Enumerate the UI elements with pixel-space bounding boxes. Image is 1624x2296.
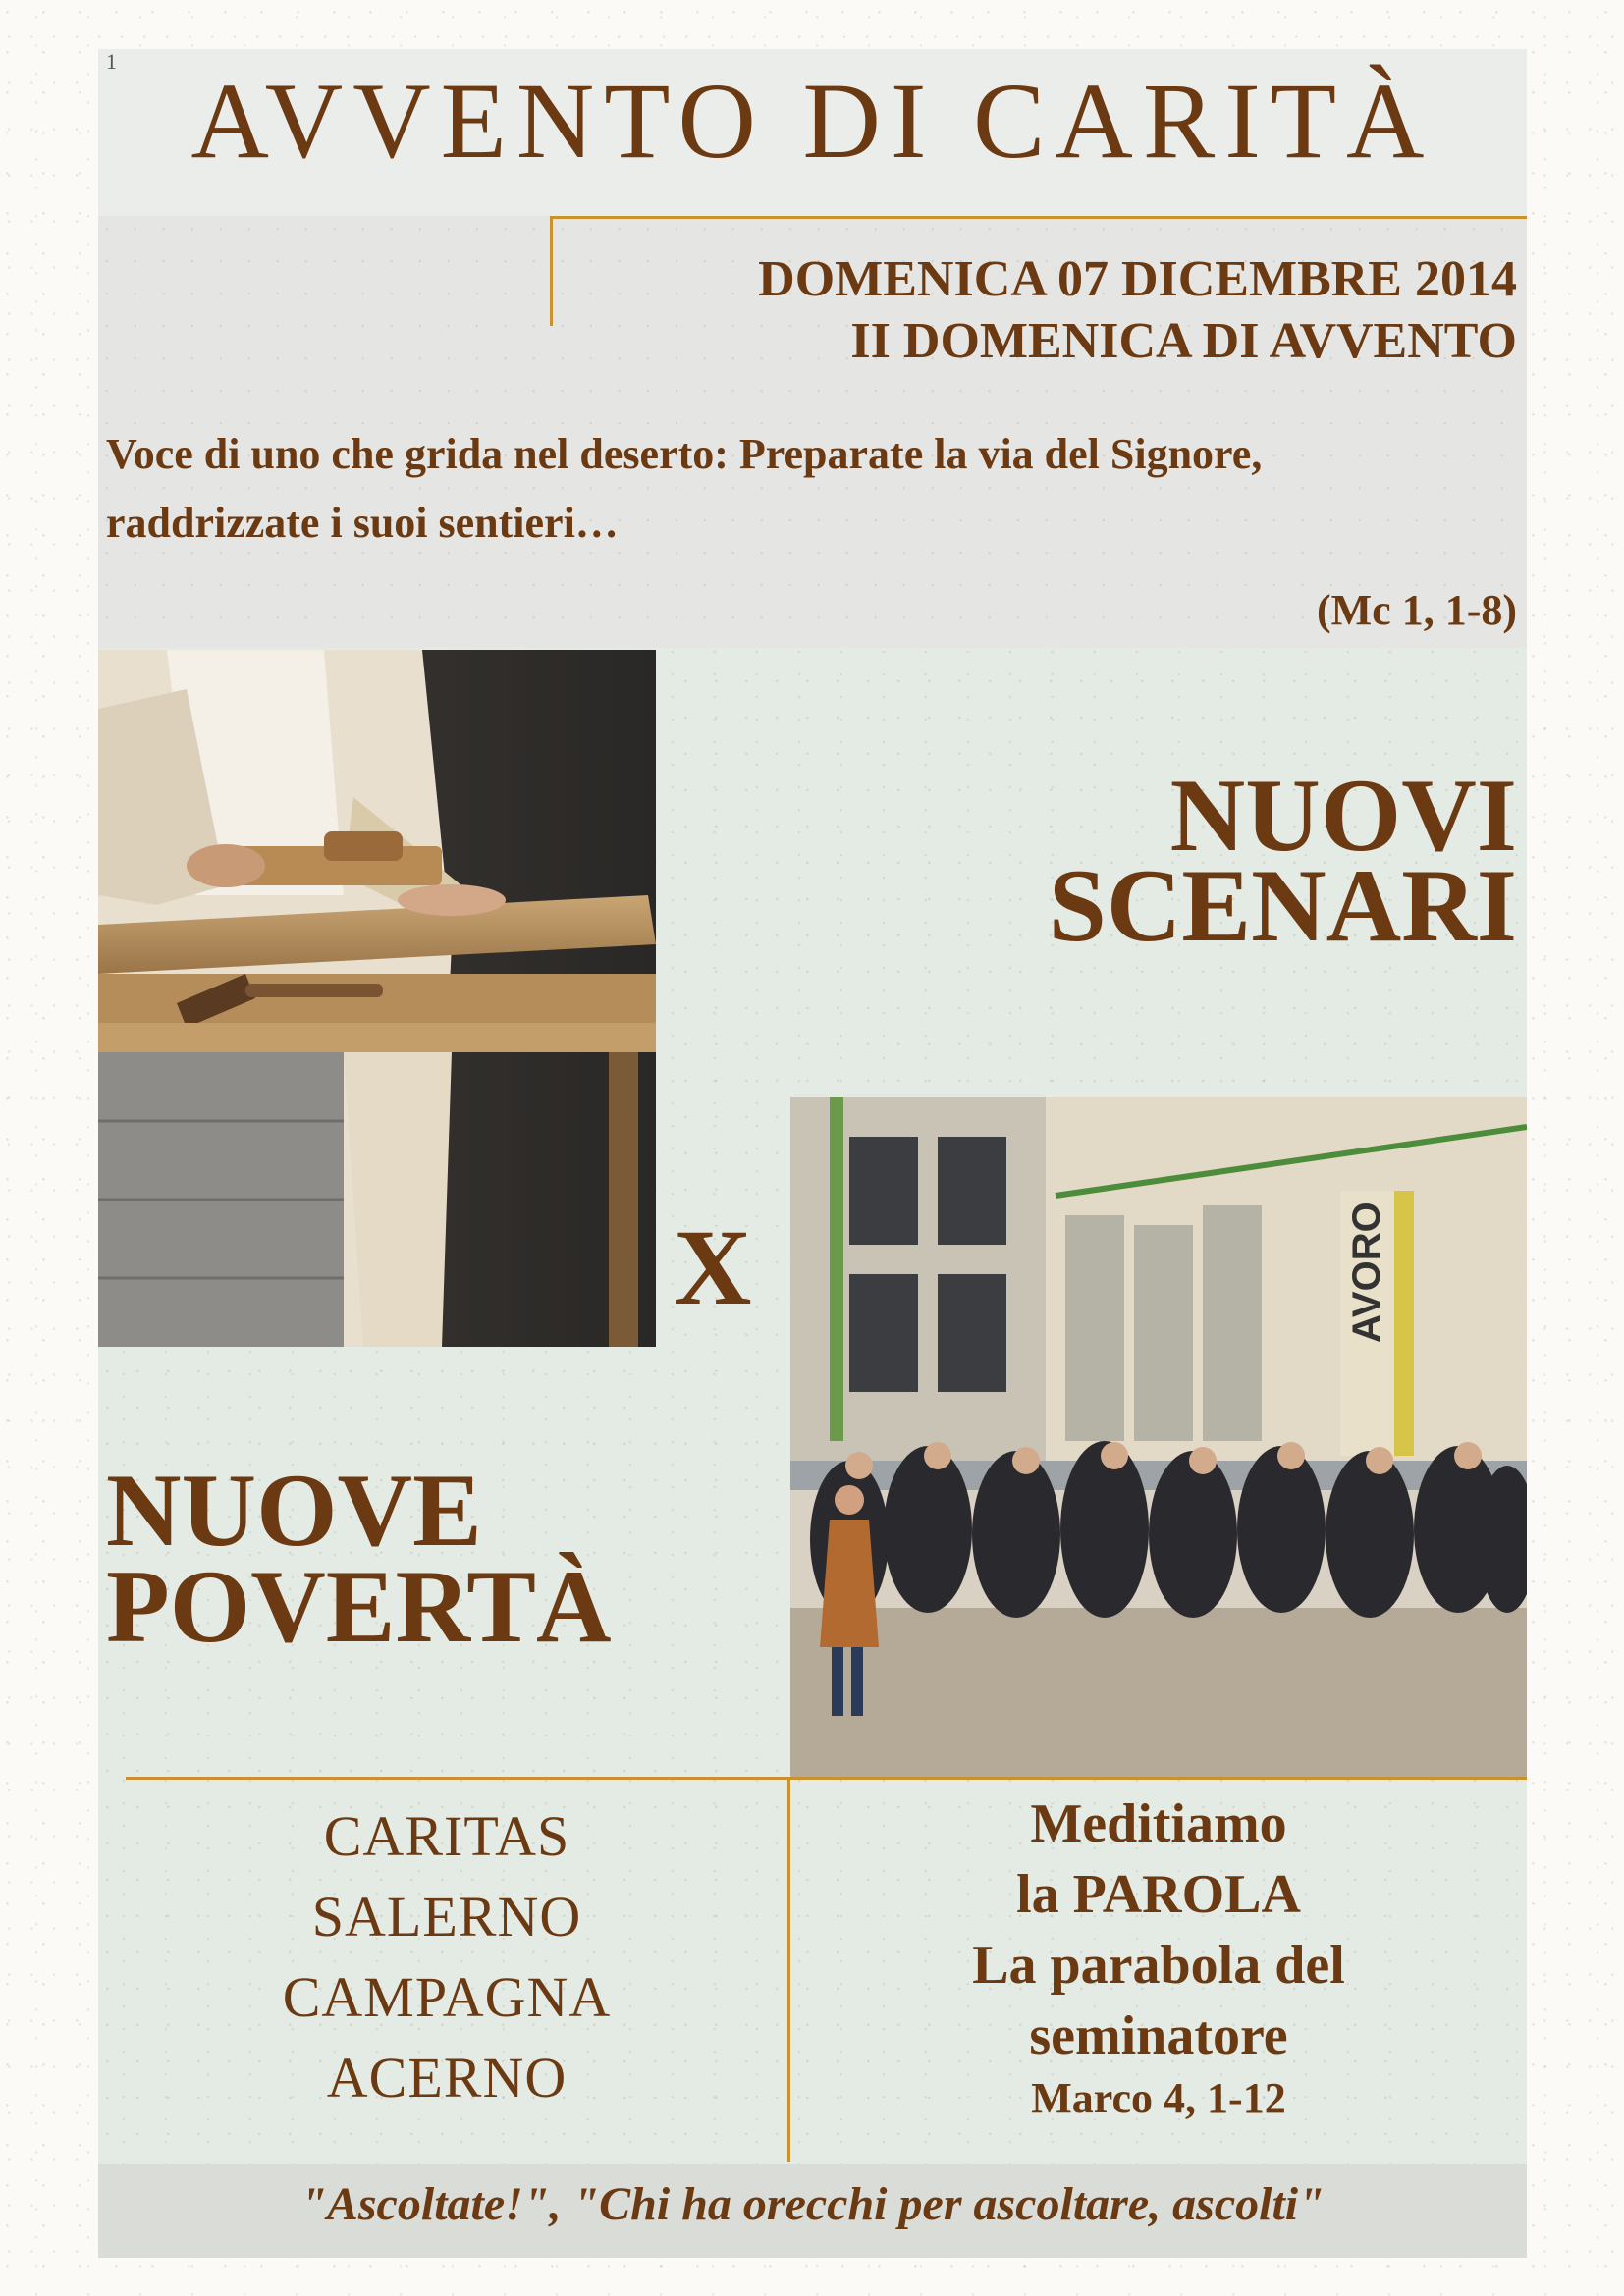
scripture-quote-line1: Voce di uno che grida nel deserto: Preparate la via del Signore, bbox=[106, 430, 1263, 478]
headline-left-line1: NUOVE bbox=[106, 1453, 482, 1568]
meditation-block bbox=[790, 1789, 1527, 2126]
accent-vertical-line bbox=[550, 216, 553, 326]
carpenter-photo bbox=[98, 650, 656, 1347]
headline-nuovi-scenari bbox=[1048, 758, 1517, 963]
headline-right-line1: NUOVI bbox=[1169, 758, 1517, 873]
caritas-block bbox=[106, 1796, 787, 2118]
liturgical-day: II DOMENICA DI AVVENTO bbox=[850, 313, 1517, 369]
page-number: 1 bbox=[106, 49, 117, 74]
headline-left-line2: POVERTÀ bbox=[106, 1549, 612, 1664]
meditation-line1: Meditiamo bbox=[1030, 1793, 1287, 1854]
footer-quote: "Ascoltate!", "Chi ha orecchi per ascoltare, ascolti" bbox=[300, 2178, 1325, 2230]
scripture-quote bbox=[106, 420, 1520, 558]
scripture-reference: (Mc 1, 1-8) bbox=[1316, 586, 1517, 634]
meditation-line4: seminatore bbox=[1029, 2005, 1288, 2066]
section-divider-horizontal bbox=[126, 1777, 1527, 1780]
scripture-quote-line2: raddrizzate i suoi sentieri… bbox=[106, 499, 619, 547]
caritas-line: CAMPAGNA bbox=[282, 1965, 612, 2029]
caritas-line: ACERNO bbox=[326, 2046, 568, 2109]
date-line: DOMENICA 07 DICEMBRE 2014 bbox=[758, 251, 1517, 307]
meditation-line2: la PAROLA bbox=[1016, 1864, 1301, 1925]
crowd-photo bbox=[790, 1097, 1527, 1777]
headline-nuove-poverta bbox=[106, 1453, 612, 1664]
accent-horizontal-line bbox=[550, 216, 1527, 219]
headline-right-line2: SCENARI bbox=[1048, 848, 1517, 963]
cross-symbol: X bbox=[674, 1207, 752, 1327]
meditation-line3: La parabola del bbox=[972, 1935, 1345, 1996]
caritas-line: SALERNO bbox=[311, 1885, 582, 1949]
caritas-line: CARITAS bbox=[323, 1804, 570, 1868]
page-title: AVVENTO DI CARITÀ bbox=[190, 61, 1435, 181]
banner-sign-text: AVORO bbox=[1345, 1201, 1388, 1343]
meditation-reference: Marco 4, 1-12 bbox=[1031, 2074, 1286, 2122]
